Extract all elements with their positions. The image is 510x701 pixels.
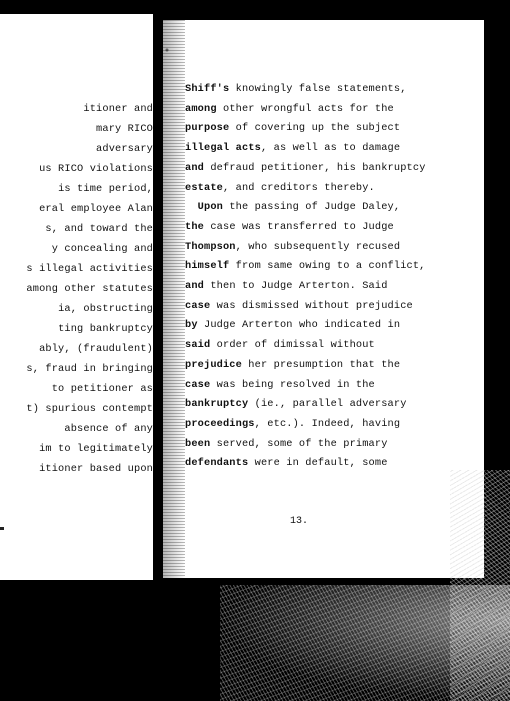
left-page-mark [0,527,4,530]
line-rest-text: other wrongful acts for the [216,102,394,115]
left-text-line: t) spurious contempt [26,403,153,415]
line-rest-text: the passing of Judge Daley, [222,201,401,214]
line-rest-text: from same owing to a conflict, [229,260,426,273]
line-lead-word: by [185,319,198,332]
line-rest-text: her presumption that the [241,358,401,371]
line-rest-text: (ie., parallel adversary [248,398,407,411]
right-text-line [185,221,394,233]
right-text-line [185,379,375,391]
right-text-line [185,260,426,272]
right-text-line [185,280,388,292]
line-lead-word: Thompson [185,240,236,253]
right-text-line [185,83,407,95]
left-text-line: s, and toward the [45,223,153,235]
left-text-line: im to legitimately [39,443,153,455]
line-lead-word: among [185,102,217,115]
left-text-line: among other statutes [26,283,153,295]
left-text-line: adversary [96,143,153,155]
left-text-line: ia, obstructing [58,303,153,315]
page-number: 13. [290,516,309,527]
left-text-line: s, fraud in bringing [26,363,153,375]
left-text-line: s illegal activities [26,263,153,275]
right-text-line [185,241,400,253]
left-text-line: absence of any [64,423,153,435]
left-text-line: itioner based upon [39,463,153,475]
line-lead-word: case [185,299,211,312]
right-text-line [185,122,400,134]
line-lead-word: said [185,339,211,352]
line-rest-text: , etc.). Indeed, having [254,417,401,430]
line-rest-text: were in default, some [248,457,388,470]
left-text-line: to petitioner as [51,383,153,395]
line-rest-text: served, some of the primary [210,437,388,450]
right-text-line [185,418,400,430]
right-text-line [185,142,400,154]
right-text-line [185,300,413,312]
line-lead-word: and [185,161,204,174]
line-rest-text: case was transferred to Judge [204,220,394,233]
line-rest-text: was dismissed without prejudice [210,299,413,312]
left-text-line: y concealing and [51,243,153,255]
right-text-line [185,438,388,450]
right-page [163,20,484,578]
line-lead-word: prejudice [185,358,242,371]
left-text-line: mary RICO [96,123,153,135]
line-lead-word: case [185,378,211,391]
left-text-line: ting bankruptcy [58,323,153,335]
line-lead-word: estate [185,181,223,194]
line-rest-text: of covering up the subject [229,122,401,135]
line-rest-text: was being resolved in the [210,378,375,391]
right-text-line [185,162,426,174]
line-lead-word: Upon [185,201,223,214]
right-text-line [185,319,400,331]
left-text-line: is time period, [58,183,153,195]
line-lead-word: proceedings [185,417,255,430]
right-text-line [185,182,375,194]
line-lead-word: illegal acts [185,142,261,155]
line-lead-word: been [185,437,211,450]
left-text-line: ably, (fraudulent) [39,343,153,355]
right-text-line [185,201,400,213]
line-lead-word: defendants [185,457,249,470]
right-text-line [185,398,407,410]
right-text-line [185,457,388,469]
left-text-line: itioner and [83,103,153,115]
right-text-line [185,359,400,371]
line-rest-text: , and creditors thereby. [222,181,375,194]
right-text-line [185,339,375,351]
line-rest-text: order of dimissal without [210,339,375,352]
line-lead-word: purpose [185,122,230,135]
line-rest-text: defraud petitioner, his bankruptcy [204,161,426,174]
line-rest-text: then to Judge Arterton. Said [204,280,388,292]
line-lead-word: bankruptcy [185,398,249,411]
line-lead-word: and [185,280,204,292]
line-rest-text: knowingly false statements, [229,83,407,95]
right-text-line [185,103,394,115]
scan-edge-noise [163,20,185,578]
left-page [0,14,153,580]
left-text-line: us RICO violations [39,163,153,175]
scan-bottom-noise [220,585,510,701]
line-rest-text: Judge Arterton who indicated in [197,319,401,332]
line-rest-text: , as well as to damage [260,142,401,155]
line-lead-word: himself [185,260,230,273]
line-lead-word: Shiff's [185,83,230,95]
line-rest-text: , who subsequently recused [235,240,401,253]
left-text-line: eral employee Alan [39,203,153,215]
line-lead-word: the [185,220,204,233]
